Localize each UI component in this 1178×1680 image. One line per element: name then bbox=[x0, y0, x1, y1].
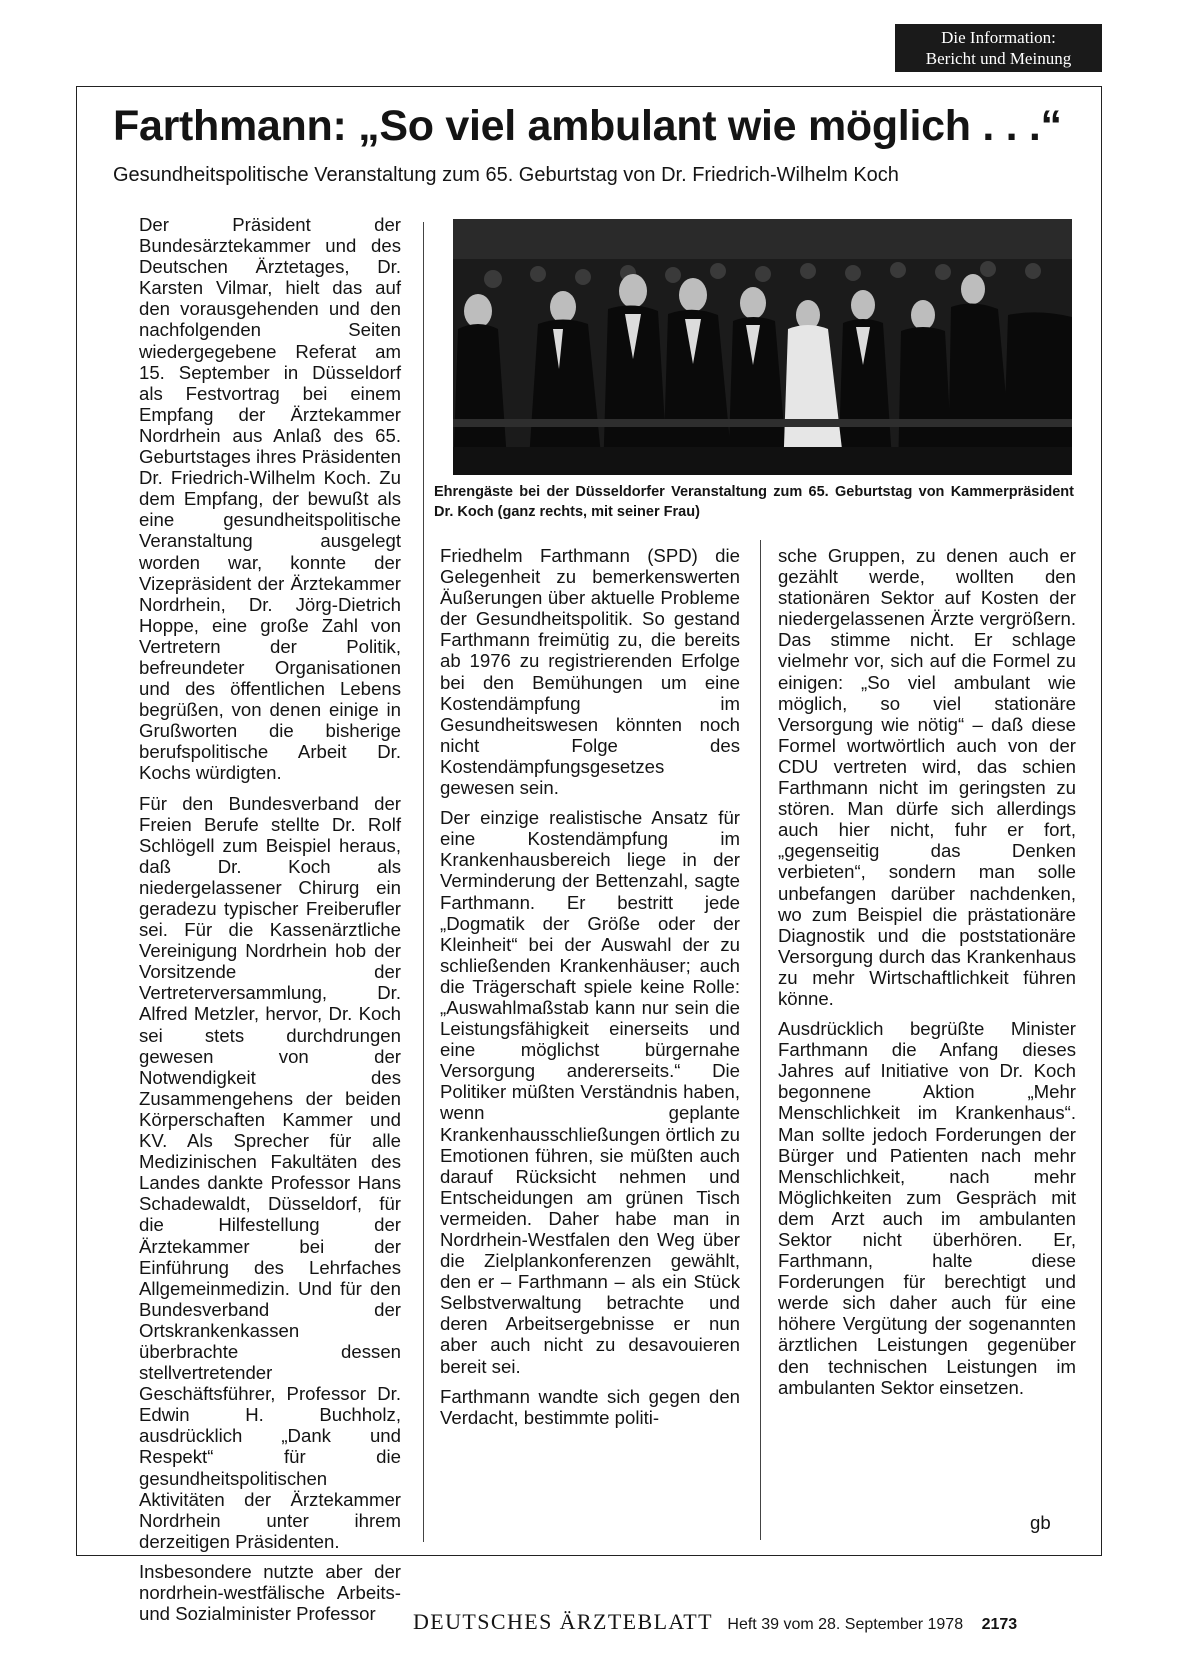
article-column-2 bbox=[440, 545, 740, 1437]
paragraph: Für den Bundesverband der Freien Berufe stellte Dr. Rolf Schlögell zum Beispiel heraus, daß Dr. Koch als niedergelassener Chirurg ein geradezu typischer Freiberufler sei. Für die Kassenärztliche Vereinigung Nordrhein hob der Vorsitzende der Vertreterversammlung, Dr. Alfred Metzler, hervor, Dr. Koch sei stets durchdrungen gewesen von der Notwendigkeit des Zusammengehens der beiden Körperschaften Kammer und KV. Als Sprecher für alle Medizinischen Fakultäten des Landes dankte Professor Hans Schadewaldt, Düsseldorf, für die Hilfestellung der Ärztekammer bei der Einführung des Lehrfaches Allgemeinmedizin. Und für den Bundesverband der Ortskrankenkassen überbrachte dessen stellvertretender Geschäftsführer, Professor Dr. Edwin H. Buchholz, ausdrücklich „Dank und Respekt“ für die gesundheitspolitischen Aktivitäten der Ärztekammer Nordrhein unter ihrem derzeitigen Präsidenten. bbox=[139, 792, 401, 1552]
journal-name: DEUTSCHES ÄRZTEBLATT bbox=[413, 1609, 713, 1634]
event-photo-graphic bbox=[453, 219, 1072, 475]
section-label-line1: Die Information: bbox=[941, 28, 1056, 47]
paragraph: Farthmann wandte sich gegen den Verdacht, bestimmte politi- bbox=[440, 1385, 740, 1428]
column-divider bbox=[423, 222, 424, 1542]
section-label bbox=[895, 24, 1102, 72]
page-footer bbox=[413, 1609, 1017, 1635]
author-initials: gb bbox=[1030, 1512, 1051, 1533]
article-column-1 bbox=[139, 214, 401, 1633]
photo-caption: Ehrengäste bei der Düsseldorfer Veranstaltung zum 65. Geburtstag von Kammerpräsident Dr. Koch (ganz rechts, mit seiner Frau) bbox=[434, 484, 1074, 520]
paragraph: Friedhelm Farthmann (SPD) die Gelegenheit zu bemerkenswerten Äußerungen über aktuelle Probleme der Gesundheitspolitik. So gestand Farthmann freimütig zu, die bereits ab 1976 zu registrierenden Erfolge bei den Bemühungen um eine Kostendämpfung im Gesundheitswesen könnten noch nicht Folge des Kostendämpfungsgesetzes gewesen sein. bbox=[440, 545, 740, 799]
page-number: 2173 bbox=[981, 1616, 1018, 1633]
paragraph: Insbesondere nutzte aber der nordrhein-westfälische Arbeits- und Sozialminister Professor bbox=[139, 1560, 401, 1625]
paragraph: sche Gruppen, zu denen auch er gezählt werde, wollten den stationären Sektor auf Kosten der niedergelassenen Ärzte vergrößern. Das stimme nicht. Er schlage vielmehr vor, sich auf die Formel zu einigen: „So viel ambulant wie möglich, so viel stationäre Versorgung wie nötig“ – daß diese Formel wortwörtlich auch von der CDU vertreten wird, das schien Farthmann nicht im geringsten zu stören. Man dürfe sich allerdings auch hier nicht, fuhr er fort, „gegenseitig das Denken verbieten“, sondern man solle unbefangen darüber nachdenken, wo zum Beispiel die prästationäre Diagnostik und die poststationäre Versorgung durch das Krankenhaus zu mehr Wirtschaftlichkeit führen könne. bbox=[778, 545, 1076, 1009]
paragraph: Der einzige realistische Ansatz für eine Kostendämpfung im Krankenhausbereich liege in der Verminderung der Bettenzahl, sagte Farthmann. Er bestritt jede „Dogmatik der Größe oder der Kleinheit“ bei der Auswahl der zu schließenden Krankenhäuser; auch die Trägerschaft spiele keine Rolle: „Auswahlmaßstab kann nur sein die Leistungsfähigkeit einerseits und eine möglichst bürgernahe Versorgung andererseits.“ Die Politiker müßten Verständnis haben, wenn geplante Krankenhausschließungen örtlich zu Emotionen führen, sie müßten auch darauf Rücksicht nehmen und Entscheidungen am grünen Tisch vermeiden. Daher habe man in Nordrhein-Westfalen den Weg über die Zielplankonferenzen gewählt, den er – Farthmann – als ein Stück Selbstverwaltung betrachte und deren Arbeitsergebnisse er nun aber auch nicht zu desavouieren bereit sei. bbox=[440, 807, 740, 1377]
column-divider bbox=[760, 540, 761, 1540]
paragraph: Der Präsident der Bundesärztekammer und des Deutschen Ärztetages, Dr. Karsten Vilmar, hielt das auf den vorausgehenden und den nachfolgenden Seiten wiedergegebene Referat am 15. September in Düsseldorf als Festvortrag bei einem Empfang der Ärztekammer Nordrhein aus Anlaß des 65. Geburtstages ihres Präsidenten Dr. Friedrich-Wilhelm Koch. Zu dem Empfang, der bewußt als eine gesundheitspolitische Veranstaltung ausgelegt worden war, konnte der Vizepräsident der Ärztekammer Nordrhein, Dr. Jörg-Dietrich Hoppe, eine große Zahl von Vertretern der Politik, befreundeter Organisationen und des öffentlichen Lebens begrüßen, von denen einige in Grußworten die bisherige berufspolitische Arbeit Dr. Kochs würdigten. bbox=[139, 214, 401, 784]
section-label-line2: Bericht und Meinung bbox=[925, 49, 1072, 68]
event-photo bbox=[453, 219, 1072, 475]
article-headline: Farthmann: „So viel ambulant wie möglich . . .“ bbox=[113, 102, 1062, 150]
article-column-3 bbox=[778, 545, 1076, 1407]
paragraph: Ausdrücklich begrüßte Minister Farthmann die Anfang dieses Jahres auf Initiative von Dr. Koch begonnene Aktion „Mehr Menschlichkeit im Krankenhaus“. Man sollte jedoch Forderungen der Bürger und Patienten nach mehr Menschlichkeit, nach mehr Möglichkeiten zum Gespräch mit dem Arzt auch im ambulanten Sektor nicht überhören. Er, Farthmann, halte diese Forderungen für berechtigt und werde sich daher auch für eine höhere Vergütung der sogenannten ärztlichen Leistungen gegenüber den technischen Leistungen im ambulanten Sektor einsetzen. bbox=[778, 1018, 1076, 1398]
issue-info: Heft 39 vom 28. September 1978 bbox=[727, 1616, 964, 1633]
article-subheadline: Gesundheitspolitische Veranstaltung zum 65. Geburtstag von Dr. Friedrich-Wilhelm Koch bbox=[113, 164, 899, 186]
